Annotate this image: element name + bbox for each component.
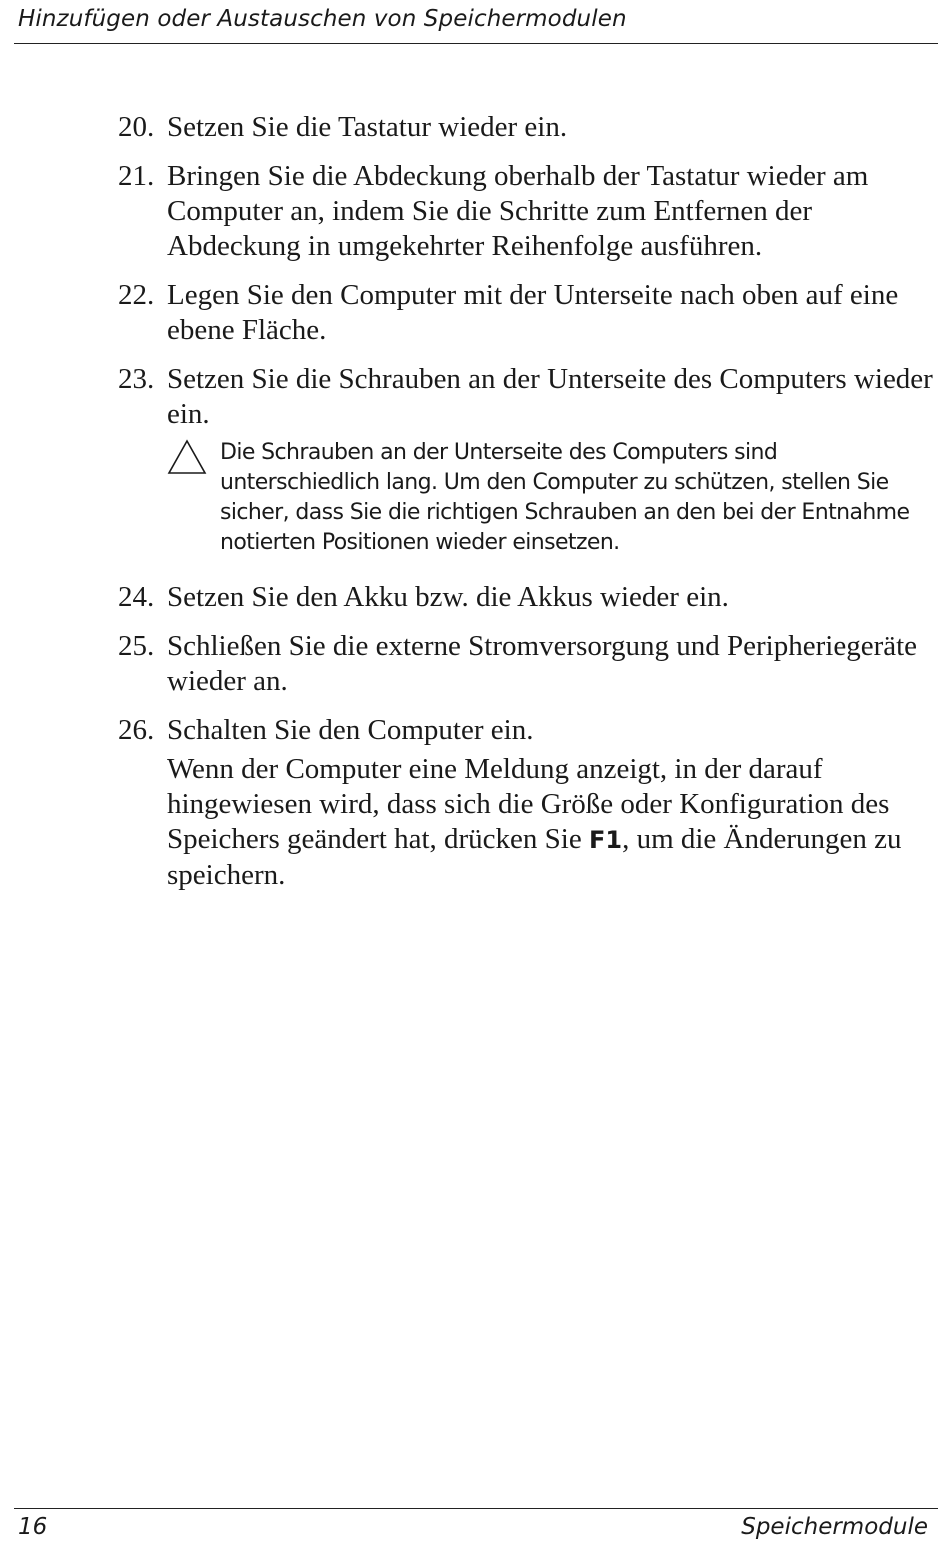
caution-triangle-icon [167, 438, 207, 476]
key-f1: F1 [588, 826, 623, 854]
step-number: 21. [118, 160, 155, 192]
step-text: Bringen Sie die Abdeckung oberhalb der Tastatur wieder am Computer an, indem Sie die Schritte zum Entfernen der Abdeckung in umgekehrter Reihenfolge ausführen. [167, 160, 869, 262]
step-number: 23. [118, 363, 155, 395]
header-divider [14, 43, 938, 44]
step-number: 25. [118, 630, 155, 662]
step-number: 22. [118, 279, 155, 311]
step-text: Schließen Sie die externe Stromversorgung und Peripheriegeräte wieder an. [167, 630, 918, 697]
step-text: Schalten Sie den Computer ein. [167, 714, 534, 746]
note-text-before: Wenn der Computer eine Meldung anzeigt, in der darauf hingewiesen wird, dass sich die Größe oder Konfiguration des Speichers geändert hat, drücken Sie [167, 753, 890, 855]
step-number: 24. [118, 581, 155, 613]
step-20 [118, 110, 938, 145]
step-23 [118, 362, 938, 432]
step-text: Setzen Sie die Tastatur wieder ein. [167, 111, 568, 143]
caution-text: Die Schrauben an der Unterseite des Computers sind unterschiedlich lang. Um den Computer zu schützen, stellen Sie sicher, dass Sie die richtigen Schrauben an den bei der Entnahme notierten Positionen wieder einsetzen. [220, 440, 910, 555]
chapter-title: Speichermodule [741, 1514, 928, 1540]
running-header: Hinzufügen oder Austauschen von Speichermodulen [18, 6, 627, 32]
step-25 [118, 629, 938, 699]
step-24 [118, 580, 938, 615]
step-list [118, 110, 938, 893]
note-text-after: , um die Änderungen zu speichern. [167, 823, 902, 891]
step-number: 26. [118, 714, 155, 746]
f1-instruction-paragraph [118, 752, 938, 893]
step-text: Setzen Sie die Schrauben an der Unterseite des Computers wieder ein. [167, 363, 933, 430]
step-number: 20. [118, 111, 155, 143]
step-text: Legen Sie den Computer mit der Unterseite nach oben auf eine ebene Fläche. [167, 279, 899, 346]
caution-note [167, 438, 938, 558]
footer-divider [14, 1508, 938, 1509]
step-26 [118, 713, 938, 748]
step-text: Setzen Sie den Akku bzw. die Akkus wieder ein. [167, 581, 729, 613]
step-22 [118, 278, 938, 348]
page-number: 16 [18, 1514, 48, 1540]
step-21 [118, 159, 938, 264]
